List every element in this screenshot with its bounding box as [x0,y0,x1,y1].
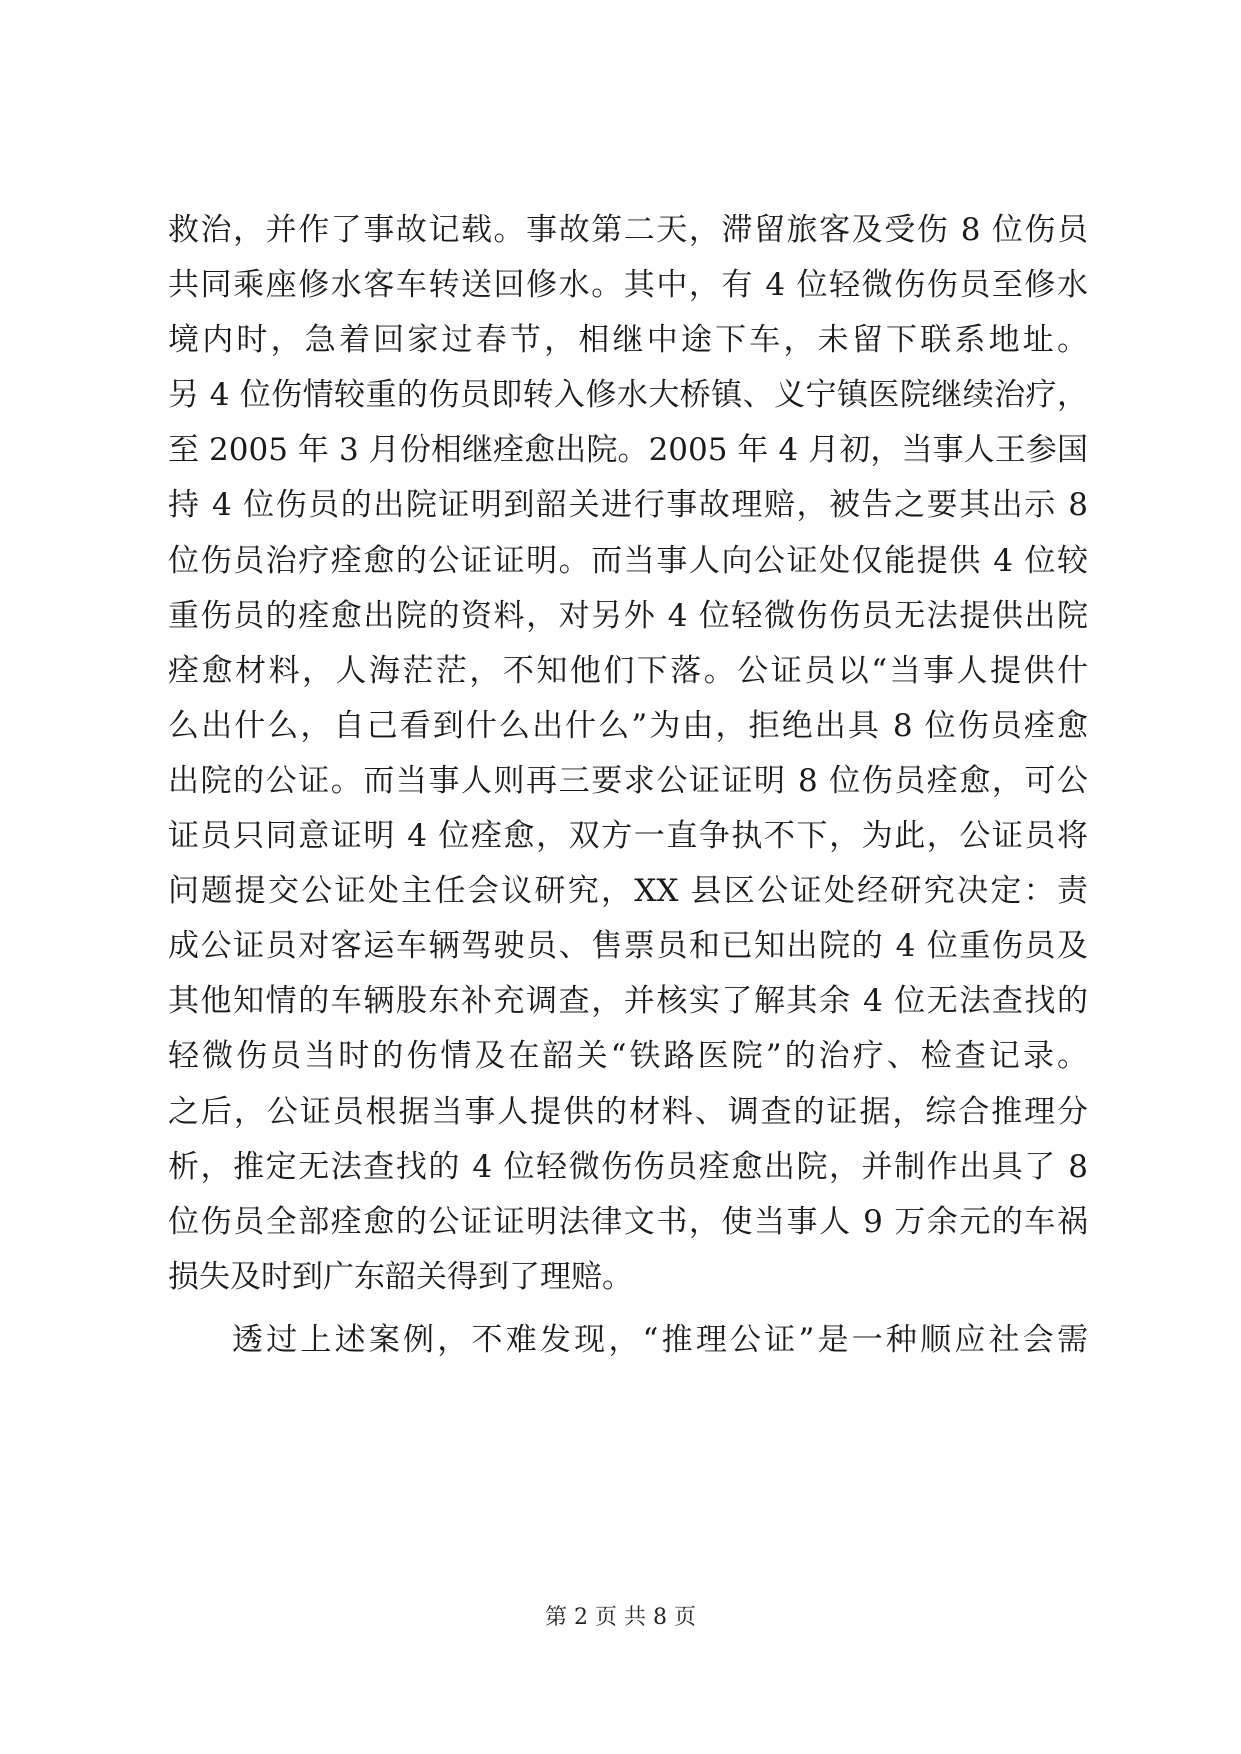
text-line: 至 2005 年 3 月份相继痊愈出院。2005 年 4 月初，当事人王参国 [168,432,1088,469]
page-number-label: 第 2 页 共 8 页 [545,1605,696,1630]
paragraph-1 [168,203,1088,1305]
text-line: 痊愈材料，人海茫茫，不知他们下落。公证员以“当事人提供什 [168,652,1088,689]
text-line: 其他知情的车辆股东补充调查，并核实了解其余 4 位无法查找的 [168,983,1088,1020]
text-line: 位伤员治疗痊愈的公证证明。而当事人向公证处仅能提供 4 位较 [168,542,1088,579]
text-line: 救治，并作了事故记载。事故第二天，滞留旅客及受伤 8 位伤员 [168,212,1088,248]
text-line: 透过上述案例，不难发现，“推理公证”是一种顺应社会需 [232,1321,1088,1358]
text-line: 损失及时到广东韶关得到了理赔。 [168,1258,633,1295]
text-line: 成公证员对客运车辆驾驶员、售票员和已知出院的 4 位重伤员及 [168,928,1088,965]
text-line: 轻微伤员当时的伤情及在韶关“铁路医院”的治疗、检查记录。 [168,1038,1088,1075]
text-line: 共同乘座修水客车转送回修水。其中，有 4 位轻微伤伤员至修水 [168,267,1088,304]
text-line: 么出什么，自己看到什么出什么”为由，拒绝出具 8 位伤员痊愈 [168,707,1088,744]
text-line: 析，推定无法查找的 4 位轻微伤伤员痊愈出院，并制作出具了 8 [168,1148,1088,1185]
text-line: 位伤员全部痊愈的公证证明法律文书，使当事人 9 万余元的车祸 [168,1203,1088,1240]
document-body [168,203,1088,1368]
text-line: 出院的公证。而当事人则再三要求公证证明 8 位伤员痊愈，可公 [168,762,1088,799]
text-line: 证员只同意证明 4 位痊愈，双方一直争执不下，为此，公证员将 [168,818,1088,855]
paragraph-2 [168,1313,1088,1368]
text-line: 另 4 位伤情较重的伤员即转入修水大桥镇、义宁镇医院继续治疗， [168,377,1088,414]
text-line: 问题提交公证处主任会议研究，XX 县区公证处经研究决定：责 [168,873,1088,910]
text-line: 之后，公证员根据当事人提供的材料、调查的证据，综合推理分 [168,1093,1088,1130]
page-footer [0,1600,1241,1631]
text-line: 持 4 位伤员的出院证明到韶关进行事故理赔，被告之要其出示 8 [168,487,1088,524]
paragraph-gap [168,1305,1088,1313]
text-line: 重伤员的痊愈出院的资料，对另外 4 位轻微伤伤员无法提供出院 [168,597,1088,634]
text-line: 境内时，急着回家过春节，相继中途下车，未留下联系地址。 [168,322,1088,359]
